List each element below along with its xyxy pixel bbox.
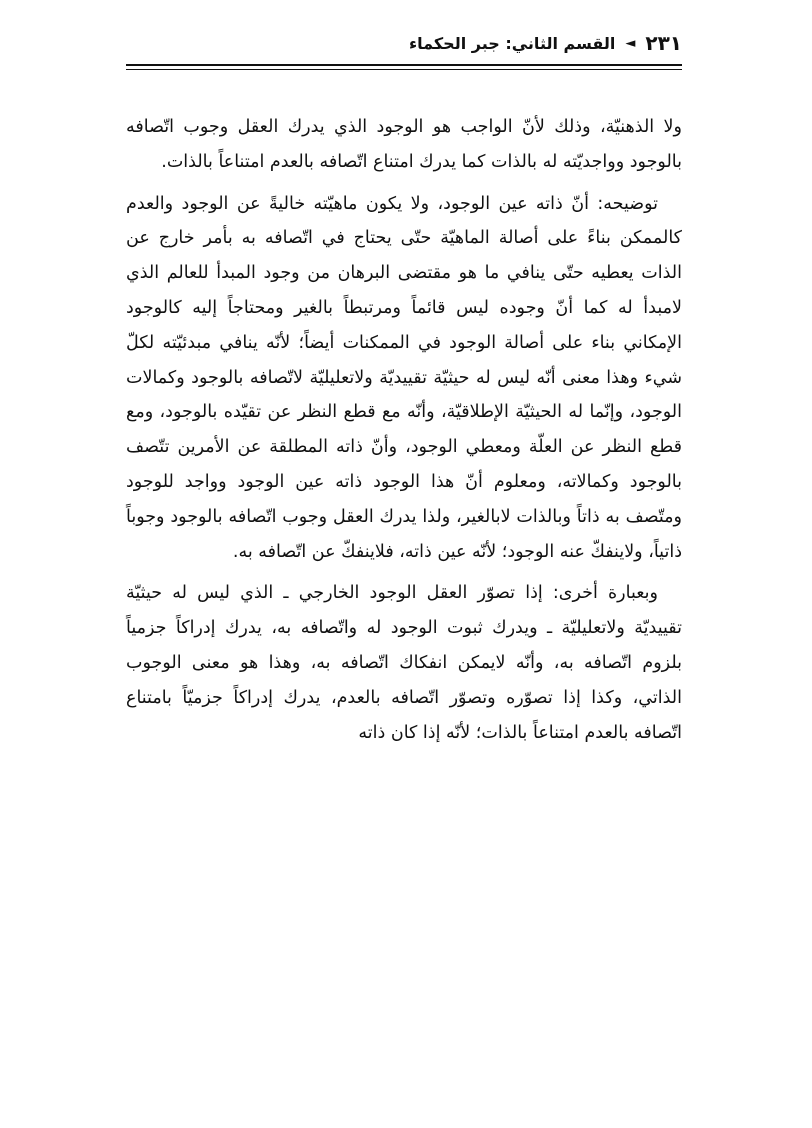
paragraph-3: وبعبارة أخرى: إذا تصوّر العقل الوجود الخارجي ـ الذي ليس له حيثيّة تقييديّة ولاتعليليّة ـ ويدرك ثبوت الوجود له واتّصافه به، يدرك إدراكاً جزمياً بلزوم اتّصافه به، وأنّه لايمكن انفكاك اتّصافه به، وهذا هو معنى الوجوب الذاتي، وكذا إذا تصوّره وتصوّر اتّصافه بالعدم، يدرك إدراكاً جزميّاً بامتناع اتّصافه بالعدم امتناعاً بالذات؛ لأنّه إذا كان ذاته	[126, 583, 682, 743]
paragraph-1: ولا الذهنيّة، وذلك لأنّ الواجب هو الوجود الذي يدرك العقل وجوب اتّصافه بالوجود وواجديّته له بالذات كما يدرك امتناع اتّصافه بالعدم امتناعاً بالذات.	[126, 117, 682, 172]
running-title: القسم الثاني: جبر الحكماء	[408, 33, 616, 53]
arrow-left-icon: ◄	[625, 35, 636, 51]
body-text	[126, 110, 682, 757]
page-number: ٢٣١	[645, 31, 682, 55]
header-rule-thick	[126, 64, 682, 66]
page-header	[126, 28, 682, 58]
paragraph-2: توضيحه: أنّ ذاته عين الوجود، ولا يكون ماهيّته خاليةً عن الوجود والعدم كالممكن بناءً على أصالة الماهيّة حتّى يحتاج في اتّصافه به بأمر خارج عن الذات يعطيه حتّى ينافي ما هو مقتضى البرهان من وجود المبدأ للعالم الذي لامبدأ له كما أنّ وجوده ليس قائماً ومرتبطاً بالغير ومحتاجاً إليه كالوجود الإمكاني بناء على أصالة الوجود في الممكنات أيضاً؛ لأنّه ينافي مبدئيّته لكلّ شيء وهذا معنى أنّه ليس له حيثيّة تقييديّة ولاتعليليّة لاتّصافه بالوجود وكمالات الوجود، وإنّما له الحيثيّة الإطلاقيّة، وأنّه مع قطع النظر عن تقيّده بالوجود، ومع قطع النظر عن العلّة ومعطي الوجود، وأنّ ذاته المطلقة عن الأمرين تتّصف بالوجود وكمالاته، ومعلوم أنّ هذا الوجود ذاته عين الوجود وواجد للوجود ومتّصف به ذاتاً وبالذات لابالغير، ولذا يدرك العقل وجوب اتّصافه بالوجود وجوباً ذاتياً، ولاينفكّ عنه الوجود؛ لأنّه عين ذاته، فلاينفكّ عن اتّصافه به.	[126, 193, 682, 562]
header-rule-thin	[126, 69, 682, 70]
